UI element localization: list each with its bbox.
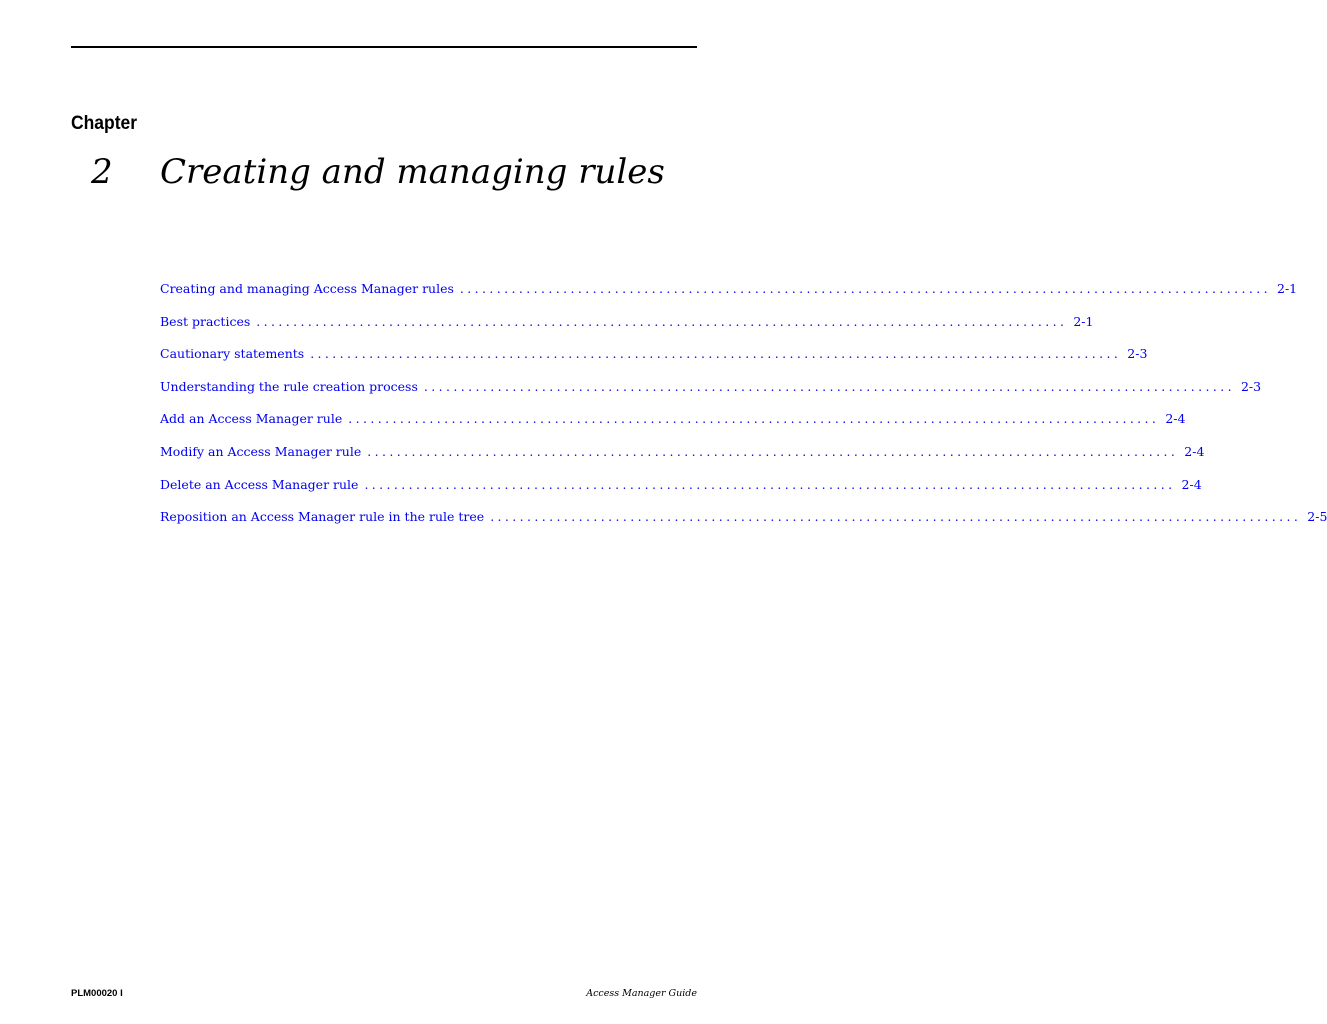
footer-doc-id: PLM00020 I [71, 988, 123, 999]
toc-entry[interactable] [160, 509, 1327, 542]
table-of-contents [160, 281, 1327, 542]
toc-dot-leader: .............................................................................................................. [348, 411, 1160, 427]
footer-guide-name: Access Manager Guide [586, 988, 697, 999]
toc-entry[interactable] [160, 281, 1298, 314]
toc-entry-title: Understanding the rule creation process [160, 378, 418, 394]
toc-entry[interactable] [160, 346, 1148, 379]
toc-dot-leader: .............................................................................................................. [256, 313, 1068, 329]
chapter-label: Chapter [71, 113, 138, 134]
toc-entry-title: Reposition an Access Manager rule in the rule tree [160, 509, 485, 525]
toc-entry-page: 2-1 [1073, 313, 1094, 329]
toc-dot-leader: .............................................................................................................. [364, 476, 1176, 492]
toc-entry-page: 2-4 [1181, 476, 1202, 492]
toc-entry[interactable] [160, 476, 1202, 510]
toc-entry-title: Modify an Access Manager rule [160, 443, 362, 459]
toc-dot-leader: .............................................................................................................. [490, 509, 1302, 525]
chapter-number: 2 [91, 152, 113, 192]
toc-dot-leader: .............................................................................................................. [459, 281, 1271, 296]
toc-entry-title: Cautionary statements [160, 346, 305, 362]
toc-entry-page: 2-3 [1127, 346, 1148, 362]
toc-entry-page: 2-4 [1184, 443, 1205, 459]
chapter-title: Creating and managing rules [160, 152, 665, 192]
toc-entry[interactable] [160, 313, 1094, 347]
toc-entry-page: 2-3 [1240, 378, 1262, 394]
toc-dot-leader: .............................................................................................................. [367, 443, 1179, 459]
toc-entry[interactable] [160, 443, 1205, 477]
toc-dot-leader: .............................................................................................................. [310, 346, 1122, 362]
toc-dot-leader: .............................................................................................................. [423, 378, 1235, 394]
toc-entry[interactable] [160, 378, 1262, 412]
toc-entry-title: Creating and managing Access Manager rules [160, 281, 454, 296]
header-rule [71, 46, 697, 48]
toc-entry-page: 2-1 [1277, 281, 1298, 296]
toc-entry-page: 2-5 [1307, 509, 1327, 525]
toc-entry-title: Best practices [160, 313, 251, 329]
toc-entry-page: 2-4 [1165, 411, 1186, 427]
toc-entry-title: Add an Access Manager rule [160, 411, 343, 427]
toc-entry-title: Delete an Access Manager rule [160, 476, 359, 492]
toc-entry[interactable] [160, 411, 1186, 444]
